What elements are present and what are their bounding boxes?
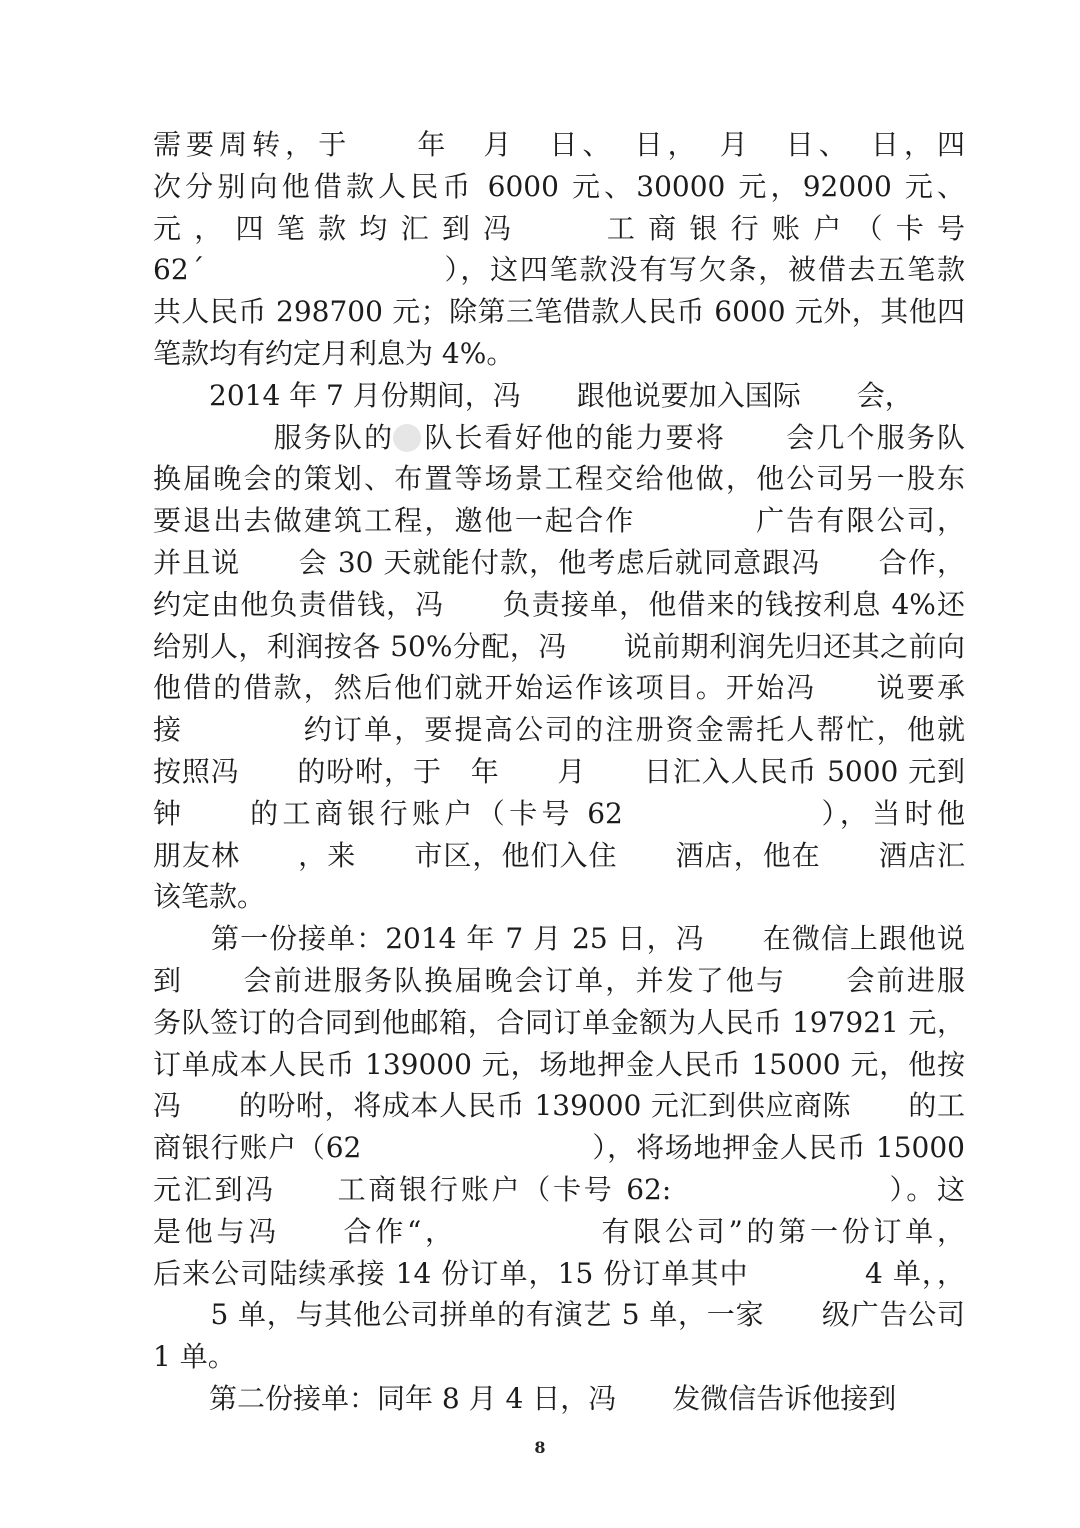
text-line: 第二份接单：同年 8 月 4 日，冯 发微信告诉他接到 [153,1381,897,1415]
text-line: 他借的借款，然后他们就开始运作该项目。开始冯 说要承 [153,671,965,705]
text-line: 冯 的吩咐，将成本人民币 139000 元汇到供应商陈 的工 [153,1089,965,1123]
text-line: 笔款均有约定月利息为 4%。 [153,336,515,370]
text-line: 要退出去做建筑工程，邀他一起合作 广告有限公司， [153,504,965,538]
text-line: 按照冯 的吩咐，于 年 月 日汇入人民币 5000 元到 [153,754,965,788]
text-line: 62ˊ ），这四笔款没有写欠条，被借去五笔款 [153,253,965,287]
text-line: 服务队的 队长看好他的能力要将 会几个服务队 [153,420,965,454]
text-line: 接 约订单，要提高公司的注册资金需托人帮忙，他就 [153,713,965,747]
text-line: 2014 年 7 月份期间，冯 跟他说要加入国际 会， [153,378,913,412]
text-line: 务队签订的合同到他邮箱，合同订单金额为人民币 197921 元， [153,1005,965,1039]
text-line: 次分别向他借款人民币 6000 元、30000 元，92000 元、 [153,169,965,203]
text-line: 后来公司陆续承接 14 份订单，15 份订单其中 4 单，， [153,1256,965,1290]
text-line: 订单成本人民币 139000 元，场地押金人民币 15000 元，他按 [153,1047,965,1081]
text-line: 到 会前进服务队换届晚会订单，并发了他与 会前进服 [153,963,965,997]
text-line: 钟 的工商银行账户（卡号 62 ），当时他 [153,796,965,830]
text-line: 换届晚会的策划、布置等场景工程交给他做，他公司另一股东 [153,462,965,496]
text-line: 需要周转，于 年 月 日、 日， 月 日、 日，四 [153,128,965,161]
text-line: 朋友林 ，来 市区，他们入住 酒店，他在 酒店汇 [153,838,965,872]
text-line: 元汇到冯 工商银行账户（卡号 62: ）。这 [153,1172,965,1206]
text-line: 5 单，与其他公司拼单的有演艺 5 单，一家 级广告公司 [153,1298,965,1332]
body-text [153,124,965,1420]
text-line: 共人民币 298700 元；除第三笔借款人民币 6000 元外，其他四 [153,295,965,329]
text-line: 1 单。 [153,1340,236,1374]
text-line: 第一份接单：2014 年 7 月 25 日，冯 在微信上跟他说 [211,922,965,956]
text-line: 约定由他负责借钱，冯 负责接单，他借来的钱按利息 4%还 [153,587,965,621]
text-line: 元，四笔款均汇到冯 工商银行账户（卡号 [153,211,965,245]
text-line: 是他与冯 合作“， 有限公司”的第一份订单， [153,1214,965,1248]
text-line: 商银行账户（62 ），将场地押金人民币 15000 [153,1131,965,1165]
text-line: 给别人，利润按各 50%分配，冯 说前期利润先归还其之前向 [153,629,965,663]
text-line: 该笔款。 [153,880,266,914]
text-line: 并且说 会 30 天就能付款，他考虑后就同意跟冯 合作， [153,545,965,579]
page-number: 8 [534,1438,546,1457]
